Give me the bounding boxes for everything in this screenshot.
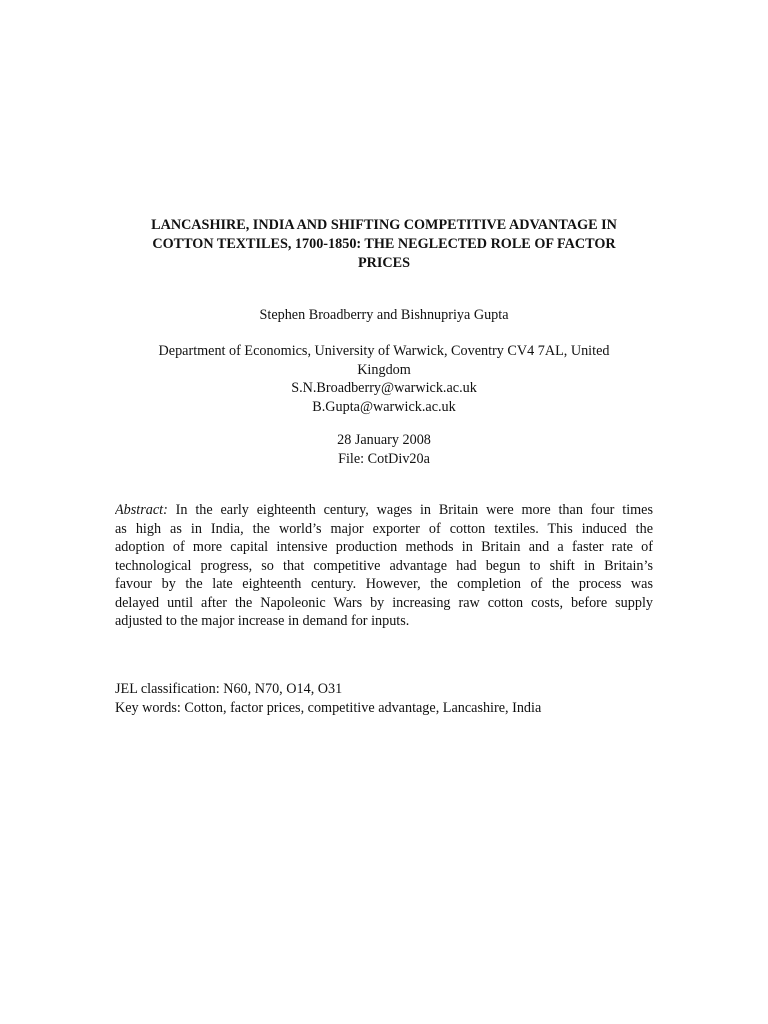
title-line: LANCASHIRE, INDIA AND SHIFTING COMPETITIVE ADVANTAGE IN xyxy=(151,217,617,233)
abstract-line: favour by the late eighteenth century. However, the completion of the process was xyxy=(115,576,653,592)
abstract-line xyxy=(115,501,653,520)
date-block xyxy=(115,431,653,468)
classification-block xyxy=(115,680,653,717)
abstract xyxy=(115,501,653,631)
authors: Stephen Broadberry and Bishnupriya Gupta xyxy=(259,307,509,323)
jel-classification: JEL classification: N60, N70, O14, O31 xyxy=(115,681,343,697)
paper-date: 28 January 2008 xyxy=(337,432,431,448)
abstract-line: delayed until after the Napoleonic Wars by increasing raw cotton costs, before supply xyxy=(115,594,653,611)
abstract-label: Abstract: xyxy=(115,502,168,518)
file-name: File: CotDiv20a xyxy=(338,450,430,467)
author-email: B.Gupta@warwick.ac.uk xyxy=(312,398,456,415)
affiliation-line: Kingdom xyxy=(357,361,411,378)
abstract-line: adjusted to the major increase in demand for inputs. xyxy=(115,613,410,629)
abstract-line: as high as in India, the world’s major exporter of cotton textiles. This induced the xyxy=(115,520,653,537)
affiliation-block xyxy=(115,342,653,416)
paper-title xyxy=(115,216,653,273)
abstract-line: adoption of more capital intensive production methods in Britain and a faster rate of xyxy=(115,539,653,555)
author-email: S.N.Broadberry@warwick.ac.uk xyxy=(291,380,477,396)
abstract-line: technological progress, so that competitive advantage had begun to shift in Britain’s xyxy=(115,557,653,574)
abstract-text: In the early eighteenth century, wages in Britain were more than four times xyxy=(167,502,653,518)
key-words: Key words: Cotton, factor prices, competitive advantage, Lancashire, India xyxy=(115,699,542,716)
affiliation-line: Department of Economics, University of Warwick, Coventry CV4 7AL, United xyxy=(158,343,610,359)
title-line: PRICES xyxy=(357,255,411,271)
title-line: COTTON TEXTILES, 1700-1850: THE NEGLECTED ROLE OF FACTOR xyxy=(152,236,616,252)
